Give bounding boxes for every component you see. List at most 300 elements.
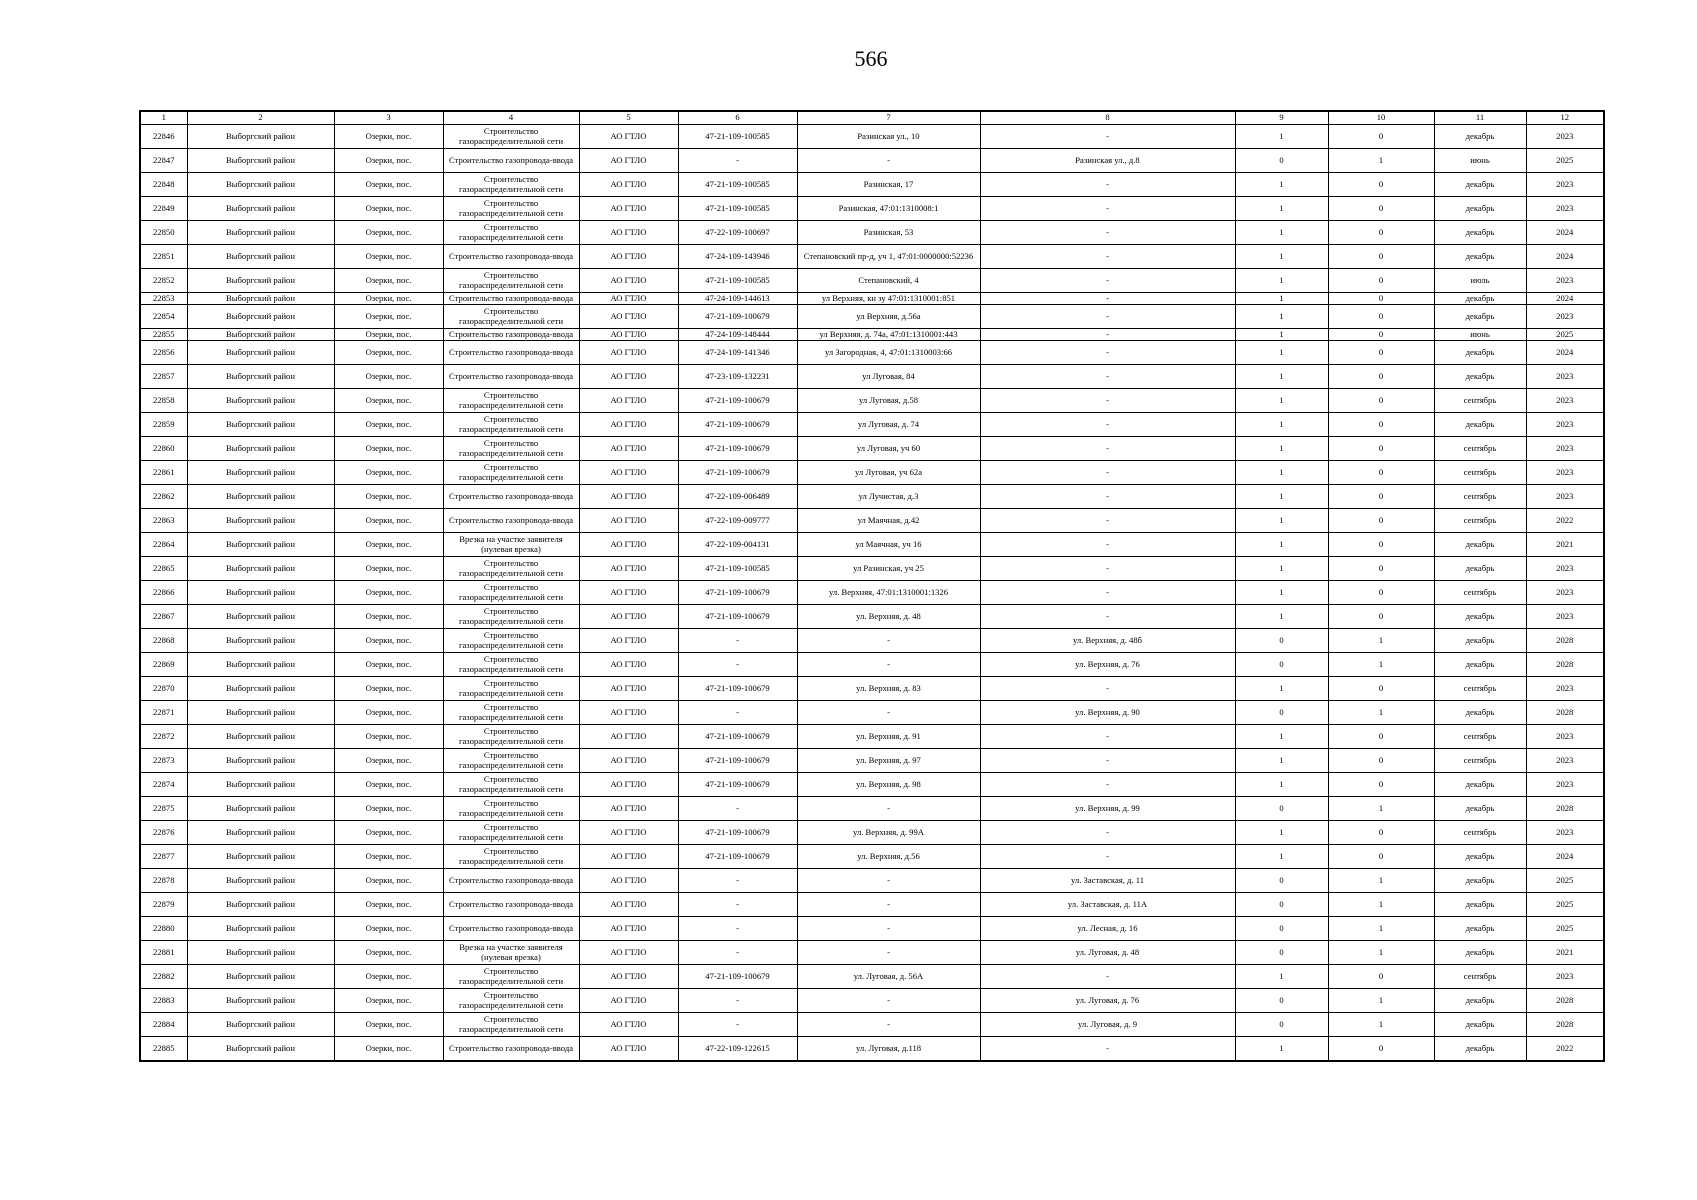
cell-address: - — [797, 869, 980, 893]
cell-settlement: Озерки, пос. — [334, 629, 443, 653]
cell-year: 2024 — [1526, 221, 1604, 245]
cell-year: 2024 — [1526, 341, 1604, 365]
cell-month: декабрь — [1434, 797, 1526, 821]
cell-row-number: 22869 — [140, 653, 187, 677]
cell-planned-address: - — [980, 509, 1235, 533]
cell-work-type: Строительство газораспределительной сети — [443, 173, 579, 197]
table-row — [140, 197, 1604, 221]
cell-organization: АО ГТЛО — [579, 917, 678, 941]
cell-planned-address: ул. Верхняя, д. 90 — [980, 701, 1235, 725]
cell-settlement: Озерки, пос. — [334, 869, 443, 893]
cell-count-a: 1 — [1235, 581, 1328, 605]
cell-work-type: Строительство газораспределительной сети — [443, 773, 579, 797]
cell-planned-address: - — [980, 749, 1235, 773]
cell-count-a: 1 — [1235, 533, 1328, 557]
cell-month: декабрь — [1434, 653, 1526, 677]
cell-row-number: 22885 — [140, 1037, 187, 1062]
cell-work-type: Строительство газораспределительной сети — [443, 437, 579, 461]
cell-row-number: 22859 — [140, 413, 187, 437]
cell-year: 2028 — [1526, 653, 1604, 677]
cell-organization: АО ГТЛО — [579, 965, 678, 989]
cell-month: сентябрь — [1434, 821, 1526, 845]
table-header — [140, 111, 1604, 125]
gas-connection-table — [139, 110, 1605, 1062]
cell-month: декабрь — [1434, 125, 1526, 149]
cell-month: декабрь — [1434, 1037, 1526, 1062]
cell-settlement: Озерки, пос. — [334, 341, 443, 365]
cell-settlement: Озерки, пос. — [334, 725, 443, 749]
cell-count-b: 0 — [1328, 845, 1434, 869]
cell-work-type: Строительство газораспределительной сети — [443, 305, 579, 329]
column-header-2: 2 — [187, 111, 334, 125]
cell-count-b: 1 — [1328, 989, 1434, 1013]
cell-planned-address: - — [980, 677, 1235, 701]
cell-district: Выборгский район — [187, 989, 334, 1013]
cell-organization: АО ГТЛО — [579, 413, 678, 437]
cell-tu-number: - — [678, 893, 797, 917]
cell-settlement: Озерки, пос. — [334, 917, 443, 941]
cell-organization: АО ГТЛО — [579, 1013, 678, 1037]
cell-count-a: 0 — [1235, 653, 1328, 677]
cell-row-number: 22850 — [140, 221, 187, 245]
cell-address: Степановский пр-д, уч 1, 47:01:0000000:52236 — [797, 245, 980, 269]
cell-year: 2025 — [1526, 329, 1604, 341]
cell-year: 2025 — [1526, 869, 1604, 893]
cell-planned-address: ул. Луговая, д. 76 — [980, 989, 1235, 1013]
cell-work-type: Строительство газораспределительной сети — [443, 581, 579, 605]
column-header-12: 12 — [1526, 111, 1604, 125]
cell-work-type: Строительство газораспределительной сети — [443, 653, 579, 677]
cell-organization: АО ГТЛО — [579, 677, 678, 701]
cell-count-b: 1 — [1328, 797, 1434, 821]
cell-year: 2023 — [1526, 173, 1604, 197]
cell-row-number: 22876 — [140, 821, 187, 845]
cell-month: декабрь — [1434, 413, 1526, 437]
cell-row-number: 22880 — [140, 917, 187, 941]
cell-address: Разинская, 53 — [797, 221, 980, 245]
cell-count-a: 1 — [1235, 365, 1328, 389]
cell-organization: АО ГТЛО — [579, 725, 678, 749]
cell-count-a: 1 — [1235, 605, 1328, 629]
cell-planned-address: - — [980, 581, 1235, 605]
cell-row-number: 22863 — [140, 509, 187, 533]
cell-tu-number: - — [678, 797, 797, 821]
cell-count-a: 1 — [1235, 749, 1328, 773]
cell-settlement: Озерки, пос. — [334, 437, 443, 461]
cell-district: Выборгский район — [187, 941, 334, 965]
cell-address: ул. Верхняя, д. 98 — [797, 773, 980, 797]
table-row — [140, 821, 1604, 845]
cell-tu-number: 47-21-109-100679 — [678, 821, 797, 845]
cell-address: ул. Верхняя, д. 48 — [797, 605, 980, 629]
cell-tu-number: - — [678, 653, 797, 677]
cell-count-b: 0 — [1328, 965, 1434, 989]
cell-address: ул. Верхняя, д. 91 — [797, 725, 980, 749]
cell-planned-address: - — [980, 461, 1235, 485]
cell-organization: АО ГТЛО — [579, 605, 678, 629]
cell-organization: АО ГТЛО — [579, 869, 678, 893]
cell-month: сентябрь — [1434, 485, 1526, 509]
table-row — [140, 893, 1604, 917]
cell-tu-number: 47-21-109-100585 — [678, 557, 797, 581]
column-header-11: 11 — [1434, 111, 1526, 125]
cell-district: Выборгский район — [187, 197, 334, 221]
cell-tu-number: 47-21-109-100679 — [678, 773, 797, 797]
cell-month: сентябрь — [1434, 725, 1526, 749]
cell-row-number: 22852 — [140, 269, 187, 293]
cell-year: 2023 — [1526, 197, 1604, 221]
cell-row-number: 22881 — [140, 941, 187, 965]
cell-organization: АО ГТЛО — [579, 1037, 678, 1062]
cell-organization: АО ГТЛО — [579, 197, 678, 221]
cell-tu-number: 47-21-109-100585 — [678, 173, 797, 197]
cell-work-type: Врезка на участке заявителя (нулевая врезка) — [443, 533, 579, 557]
table-row — [140, 533, 1604, 557]
cell-year: 2023 — [1526, 581, 1604, 605]
cell-tu-number: 47-21-109-100679 — [678, 437, 797, 461]
cell-row-number: 22856 — [140, 341, 187, 365]
table-row — [140, 989, 1604, 1013]
cell-year: 2023 — [1526, 965, 1604, 989]
table-row — [140, 1013, 1604, 1037]
cell-planned-address: - — [980, 329, 1235, 341]
table-row — [140, 605, 1604, 629]
cell-count-a: 0 — [1235, 797, 1328, 821]
cell-planned-address: ул. Верхняя, д. 48б — [980, 629, 1235, 653]
cell-work-type: Строительство газопровода-ввода — [443, 293, 579, 305]
cell-district: Выборгский район — [187, 509, 334, 533]
cell-planned-address: - — [980, 965, 1235, 989]
cell-count-a: 1 — [1235, 725, 1328, 749]
cell-district: Выборгский район — [187, 677, 334, 701]
cell-district: Выборгский район — [187, 461, 334, 485]
cell-planned-address: - — [980, 365, 1235, 389]
table-row — [140, 341, 1604, 365]
cell-count-a: 0 — [1235, 1013, 1328, 1037]
cell-row-number: 22868 — [140, 629, 187, 653]
cell-tu-number: 47-21-109-100679 — [678, 845, 797, 869]
cell-year: 2023 — [1526, 389, 1604, 413]
cell-organization: АО ГТЛО — [579, 989, 678, 1013]
cell-tu-number: 47-21-109-100679 — [678, 413, 797, 437]
cell-tu-number: 47-24-109-144613 — [678, 293, 797, 305]
cell-work-type: Врезка на участке заявителя (нулевая врезка) — [443, 941, 579, 965]
cell-planned-address: - — [980, 269, 1235, 293]
cell-district: Выборгский район — [187, 653, 334, 677]
cell-count-b: 0 — [1328, 413, 1434, 437]
cell-settlement: Озерки, пос. — [334, 173, 443, 197]
cell-organization: АО ГТЛО — [579, 245, 678, 269]
cell-work-type: Строительство газораспределительной сети — [443, 125, 579, 149]
table-row — [140, 269, 1604, 293]
cell-planned-address: - — [980, 341, 1235, 365]
cell-work-type: Строительство газопровода-ввода — [443, 149, 579, 173]
cell-tu-number: 47-21-109-100679 — [678, 461, 797, 485]
table-row — [140, 149, 1604, 173]
cell-settlement: Озерки, пос. — [334, 701, 443, 725]
cell-planned-address: - — [980, 821, 1235, 845]
cell-row-number: 22874 — [140, 773, 187, 797]
cell-count-a: 1 — [1235, 329, 1328, 341]
cell-address: - — [797, 917, 980, 941]
cell-tu-number: 47-21-109-100679 — [678, 581, 797, 605]
cell-organization: АО ГТЛО — [579, 509, 678, 533]
cell-settlement: Озерки, пос. — [334, 485, 443, 509]
cell-settlement: Озерки, пос. — [334, 125, 443, 149]
cell-settlement: Озерки, пос. — [334, 749, 443, 773]
cell-address: Степановский, 4 — [797, 269, 980, 293]
cell-row-number: 22849 — [140, 197, 187, 221]
cell-count-a: 0 — [1235, 917, 1328, 941]
column-header-9: 9 — [1235, 111, 1328, 125]
cell-count-b: 0 — [1328, 245, 1434, 269]
cell-planned-address: - — [980, 305, 1235, 329]
cell-district: Выборгский район — [187, 557, 334, 581]
cell-count-b: 0 — [1328, 221, 1434, 245]
cell-month: июнь — [1434, 149, 1526, 173]
cell-tu-number: 47-22-109-006489 — [678, 485, 797, 509]
cell-count-b: 0 — [1328, 329, 1434, 341]
table-row — [140, 365, 1604, 389]
cell-district: Выборгский район — [187, 893, 334, 917]
cell-settlement: Озерки, пос. — [334, 845, 443, 869]
cell-month: июнь — [1434, 329, 1526, 341]
cell-count-b: 0 — [1328, 725, 1434, 749]
cell-address: - — [797, 701, 980, 725]
cell-count-b: 0 — [1328, 773, 1434, 797]
cell-address: ул Луговая, уч 60 — [797, 437, 980, 461]
cell-settlement: Озерки, пос. — [334, 365, 443, 389]
cell-count-b: 1 — [1328, 149, 1434, 173]
table-row — [140, 413, 1604, 437]
cell-month: декабрь — [1434, 245, 1526, 269]
cell-organization: АО ГТЛО — [579, 485, 678, 509]
cell-planned-address: ул. Луговая, д. 9 — [980, 1013, 1235, 1037]
table-row — [140, 917, 1604, 941]
table-row — [140, 869, 1604, 893]
cell-tu-number: 47-22-109-100697 — [678, 221, 797, 245]
cell-month: сентябрь — [1434, 749, 1526, 773]
cell-year: 2023 — [1526, 305, 1604, 329]
cell-address: - — [797, 797, 980, 821]
table-row — [140, 293, 1604, 305]
cell-row-number: 22883 — [140, 989, 187, 1013]
cell-month: декабрь — [1434, 893, 1526, 917]
cell-count-b: 0 — [1328, 173, 1434, 197]
cell-year: 2023 — [1526, 677, 1604, 701]
cell-district: Выборгский район — [187, 1037, 334, 1062]
cell-count-b: 0 — [1328, 581, 1434, 605]
cell-address: ул Луговая, уч 62а — [797, 461, 980, 485]
cell-address: Разинская ул., 10 — [797, 125, 980, 149]
cell-count-a: 1 — [1235, 485, 1328, 509]
cell-district: Выборгский район — [187, 485, 334, 509]
cell-planned-address: - — [980, 293, 1235, 305]
table-row — [140, 581, 1604, 605]
cell-organization: АО ГТЛО — [579, 293, 678, 305]
cell-district: Выборгский район — [187, 389, 334, 413]
table-row — [140, 725, 1604, 749]
cell-address: ул. Луговая, д. 56А — [797, 965, 980, 989]
table-row — [140, 773, 1604, 797]
cell-planned-address: ул. Верхняя, д. 76 — [980, 653, 1235, 677]
cell-organization: АО ГТЛО — [579, 305, 678, 329]
cell-count-a: 1 — [1235, 389, 1328, 413]
cell-work-type: Строительство газопровода-ввода — [443, 485, 579, 509]
cell-count-b: 1 — [1328, 941, 1434, 965]
cell-month: сентябрь — [1434, 389, 1526, 413]
cell-address: ул. Верхняя, д. 83 — [797, 677, 980, 701]
table-row — [140, 677, 1604, 701]
cell-count-b: 0 — [1328, 365, 1434, 389]
cell-work-type: Строительство газораспределительной сети — [443, 197, 579, 221]
cell-tu-number: 47-21-109-100585 — [678, 269, 797, 293]
table-row — [140, 749, 1604, 773]
cell-address: ул Верхняя, д. 74а, 47:01:1310001:443 — [797, 329, 980, 341]
cell-count-b: 0 — [1328, 749, 1434, 773]
cell-work-type: Строительство газораспределительной сети — [443, 413, 579, 437]
cell-organization: АО ГТЛО — [579, 941, 678, 965]
cell-count-a: 0 — [1235, 893, 1328, 917]
cell-count-b: 0 — [1328, 125, 1434, 149]
cell-month: декабрь — [1434, 917, 1526, 941]
cell-tu-number: - — [678, 869, 797, 893]
cell-work-type: Строительство газораспределительной сети — [443, 1013, 579, 1037]
cell-district: Выборгский район — [187, 797, 334, 821]
cell-address: ул. Верхняя, д.56 — [797, 845, 980, 869]
cell-district: Выборгский район — [187, 125, 334, 149]
header-row — [140, 111, 1604, 125]
cell-count-a: 1 — [1235, 173, 1328, 197]
cell-district: Выборгский район — [187, 725, 334, 749]
cell-count-b: 0 — [1328, 485, 1434, 509]
cell-count-b: 0 — [1328, 605, 1434, 629]
cell-month: сентябрь — [1434, 965, 1526, 989]
cell-row-number: 22872 — [140, 725, 187, 749]
table-row — [140, 389, 1604, 413]
cell-settlement: Озерки, пос. — [334, 149, 443, 173]
column-header-3: 3 — [334, 111, 443, 125]
column-header-7: 7 — [797, 111, 980, 125]
cell-tu-number: 47-21-109-100679 — [678, 389, 797, 413]
cell-address: - — [797, 653, 980, 677]
cell-district: Выборгский район — [187, 965, 334, 989]
cell-district: Выборгский район — [187, 437, 334, 461]
column-header-10: 10 — [1328, 111, 1434, 125]
table-row — [140, 437, 1604, 461]
cell-row-number: 22873 — [140, 749, 187, 773]
cell-count-a: 1 — [1235, 773, 1328, 797]
cell-row-number: 22858 — [140, 389, 187, 413]
cell-address: - — [797, 629, 980, 653]
cell-tu-number: - — [678, 989, 797, 1013]
cell-month: декабрь — [1434, 1013, 1526, 1037]
cell-address: ул Разинская, уч 25 — [797, 557, 980, 581]
cell-tu-number: - — [678, 917, 797, 941]
cell-work-type: Строительство газораспределительной сети — [443, 389, 579, 413]
cell-address: ул Маячная, уч 16 — [797, 533, 980, 557]
cell-count-b: 0 — [1328, 821, 1434, 845]
cell-planned-address: - — [980, 413, 1235, 437]
cell-planned-address: - — [980, 1037, 1235, 1062]
cell-address: ул Маячная, д.42 — [797, 509, 980, 533]
cell-count-a: 0 — [1235, 869, 1328, 893]
column-header-8: 8 — [980, 111, 1235, 125]
cell-work-type: Строительство газораспределительной сети — [443, 461, 579, 485]
cell-organization: АО ГТЛО — [579, 797, 678, 821]
cell-settlement: Озерки, пос. — [334, 197, 443, 221]
cell-organization: АО ГТЛО — [579, 821, 678, 845]
cell-district: Выборгский район — [187, 701, 334, 725]
cell-address: ул Лучистая, д.3 — [797, 485, 980, 509]
cell-count-a: 0 — [1235, 989, 1328, 1013]
cell-row-number: 22853 — [140, 293, 187, 305]
cell-work-type: Строительство газораспределительной сети — [443, 989, 579, 1013]
cell-tu-number: 47-22-109-009777 — [678, 509, 797, 533]
cell-count-b: 0 — [1328, 389, 1434, 413]
cell-year: 2025 — [1526, 893, 1604, 917]
cell-year: 2021 — [1526, 941, 1604, 965]
table-row — [140, 557, 1604, 581]
cell-organization: АО ГТЛО — [579, 749, 678, 773]
cell-settlement: Озерки, пос. — [334, 305, 443, 329]
cell-address: ул Верхняя, д.56а — [797, 305, 980, 329]
cell-month: декабрь — [1434, 773, 1526, 797]
cell-district: Выборгский район — [187, 245, 334, 269]
cell-month: декабрь — [1434, 533, 1526, 557]
cell-planned-address: - — [980, 245, 1235, 269]
cell-count-a: 1 — [1235, 461, 1328, 485]
cell-address: - — [797, 989, 980, 1013]
cell-year: 2023 — [1526, 365, 1604, 389]
cell-planned-address: - — [980, 125, 1235, 149]
table-row — [140, 125, 1604, 149]
table-row — [140, 329, 1604, 341]
cell-tu-number: 47-21-109-100585 — [678, 197, 797, 221]
cell-count-b: 0 — [1328, 341, 1434, 365]
cell-settlement: Озерки, пос. — [334, 989, 443, 1013]
cell-month: декабрь — [1434, 305, 1526, 329]
cell-address: ул Луговая, 84 — [797, 365, 980, 389]
cell-address: Разинская, 47:01:1310008:1 — [797, 197, 980, 221]
cell-count-a: 1 — [1235, 197, 1328, 221]
cell-organization: АО ГТЛО — [579, 437, 678, 461]
cell-tu-number: 47-24-109-141346 — [678, 341, 797, 365]
cell-month: декабрь — [1434, 701, 1526, 725]
table-row — [140, 461, 1604, 485]
cell-year: 2023 — [1526, 461, 1604, 485]
cell-settlement: Озерки, пос. — [334, 653, 443, 677]
cell-organization: АО ГТЛО — [579, 773, 678, 797]
cell-count-b: 1 — [1328, 869, 1434, 893]
cell-settlement: Озерки, пос. — [334, 269, 443, 293]
cell-settlement: Озерки, пос. — [334, 1013, 443, 1037]
cell-planned-address: - — [980, 437, 1235, 461]
cell-month: декабрь — [1434, 941, 1526, 965]
cell-planned-address: - — [980, 389, 1235, 413]
cell-district: Выборгский район — [187, 917, 334, 941]
cell-address: ул Луговая, д. 74 — [797, 413, 980, 437]
cell-organization: АО ГТЛО — [579, 701, 678, 725]
cell-month: декабрь — [1434, 629, 1526, 653]
table-row — [140, 221, 1604, 245]
cell-settlement: Озерки, пос. — [334, 1037, 443, 1062]
cell-row-number: 22846 — [140, 125, 187, 149]
table-row — [140, 485, 1604, 509]
cell-year: 2023 — [1526, 605, 1604, 629]
cell-tu-number: 47-21-109-100679 — [678, 677, 797, 701]
table-row — [140, 845, 1604, 869]
